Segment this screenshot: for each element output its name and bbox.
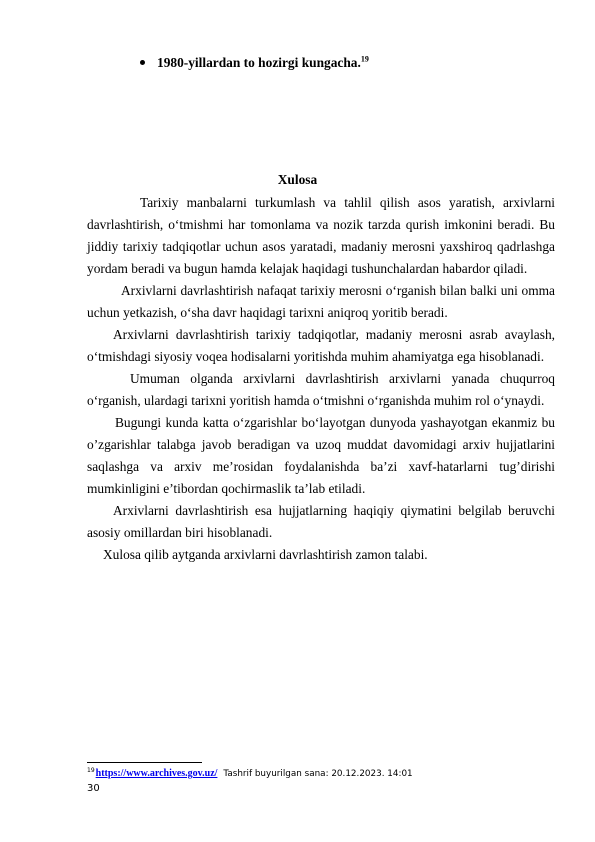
body-text bbox=[87, 192, 555, 566]
paragraph: Xulosa qilib aytganda arxivlarni davrlashtirish zamon talabi. bbox=[103, 547, 428, 562]
footnote-number: 19 bbox=[87, 767, 95, 775]
bullet-dot-icon bbox=[140, 60, 145, 65]
footnote-divider bbox=[87, 762, 202, 763]
footnote bbox=[87, 768, 413, 779]
footnote-link[interactable]: https://www.archives.gov.uz/ bbox=[95, 768, 218, 779]
section-heading: Xulosa bbox=[277, 172, 318, 187]
bullet-item bbox=[140, 55, 369, 71]
paragraph: Bugungi kunda katta o‘zgarishlar bo‘layotgan dunyoda yashayotgan ekanmiz bu o’zgarishlar talabga javob beradigan va uzoq muddat davomidagi arxiv hujjatlarini saqlashga va arxiv me’rosidan foydalanishda ba’zi xavf-hatarlarni tug’dirishi mumkinligini e’tibordan qochirmaslik ta’lab etiladi. bbox=[87, 415, 555, 496]
paragraph: Arxivlarni davrlashtirish tarixiy tadqiqotlar, madaniy merosni asrab avaylash, o‘tmishdagi siyosiy voqea hodisalarni yoritishda muhim ahamiyatga ega hisoblanadi. bbox=[87, 327, 555, 364]
bullet-text: 1980-yillardan to hozirgi kungacha. bbox=[157, 55, 361, 70]
paragraph: Tarixiy manbalarni turkumlash va tahlil qilish asos yaratish, arxivlarni davrlashtirish, o‘tmishmi har tomonlama va nozik tarzda qurish imkonini beradi. Bu jiddiy tarixiy tadqiqotlar uchun asos yaratadi, madaniy merosni yaxshiroq qadrlashga yordam beradi va bugun hamda kelajak haqidagi tushunchalardan habardor qiladi. bbox=[87, 195, 555, 276]
paragraph: Arxivlarni davrlashtirish esa hujjatlarning haqiqiy qiymatini belgilab beruvchi asosiy omillardan biri hisoblanadi. bbox=[87, 503, 555, 540]
paragraph: Arxivlarni davrlashtirish nafaqat tarixiy merosni o‘rganish bilan balki uni omma uchun yetkazish, o‘sha davr haqidagi tarixni aniqroq yoritib beradi. bbox=[87, 283, 555, 320]
footnote-text: Tashrif buyurilgan sana: 20.12.2023. 14:01 bbox=[223, 769, 413, 779]
footnote-reference[interactable]: 19 bbox=[360, 54, 369, 64]
paragraph: Umuman olganda arxivlarni davrlashtirish arxivlarni yanada chuqurroq o‘rganish, ulardagi tarixni yoritish hamda o‘tmishni o‘rganishda muhim rol o‘ynaydi. bbox=[87, 371, 555, 408]
page-number: 30 bbox=[87, 783, 100, 794]
